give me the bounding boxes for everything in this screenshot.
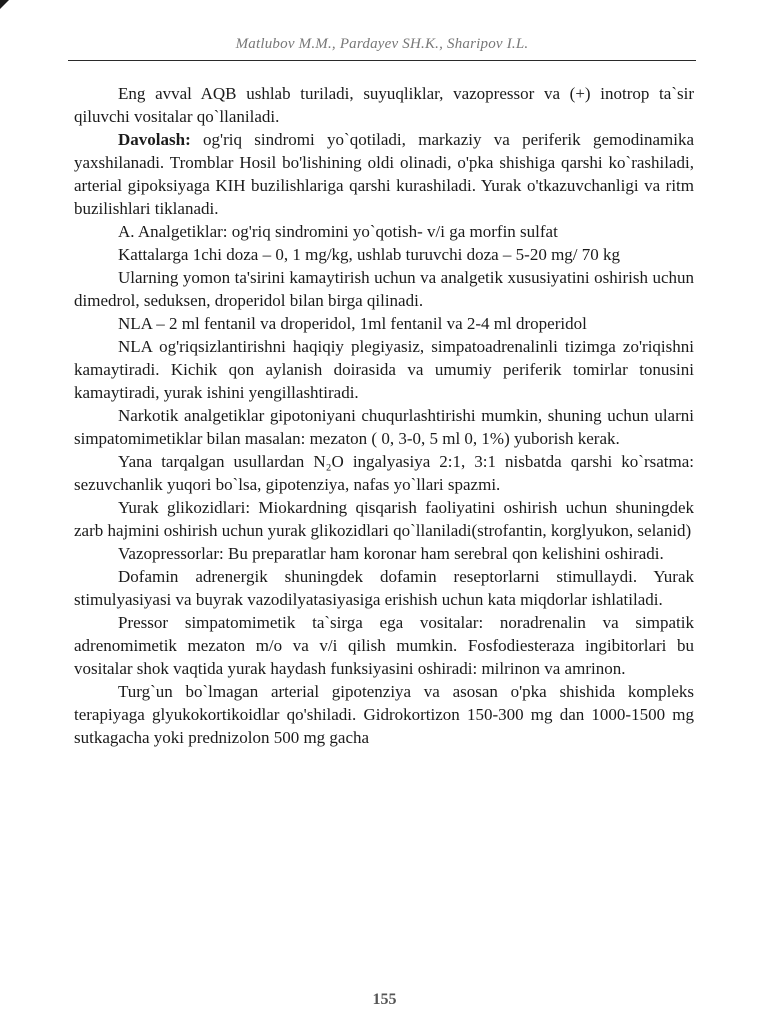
paragraph-text: Eng avval AQB ushlab turiladi, suyuqliklar, vazopressor va (+) inotrop ta`sir qiluvchi vositalar qo`llaniladi. — [74, 84, 694, 126]
paragraph-text: og'riq sindromi yo`qotiladi, markaziy va periferik gemodinamika yaxshilanadi. Tromblar Hosil bo'lishining oldi olinadi, o'pka shishiga qarshi ko`rashiladi, arterial gipoksiyaga KIH buzilishlariga qarshi kurashiladi. Yurak o'tkazuvchanligi va ritm buzilishlari tiklanadi. — [74, 130, 694, 218]
paragraph-nla-effect — [74, 335, 694, 404]
paragraph-text: Yurak glikozidlari: Miokardning qisqarish faoliyatini oshirish uchun shuningdek zarb hajmini oshirish uchun yurak glikozidlari qo`llaniladi(strofantin, korglyukon, selanid) — [74, 498, 694, 540]
paragraph-vasopressors — [74, 542, 694, 565]
paragraph-text: NLA – 2 ml fentanil va droperidol, 1ml fentanil va 2-4 ml droperidol — [118, 314, 587, 333]
header-divider — [68, 60, 696, 61]
paragraph-text: Ularning yomon ta'sirini kamaytirish uchun va analgetik xususiyatini oshirish uchun dimedrol, seduksen, droperidol bilan birga qilinadi. — [74, 268, 694, 310]
paragraph-glycosides — [74, 496, 694, 542]
paragraph-n2o — [74, 450, 694, 496]
page-number: 155 — [372, 991, 397, 1008]
paragraph-text: A. Analgetiklar: og'riq sindromini yo`qotish- v/i ga morfin sulfat — [118, 222, 558, 241]
paragraph-nla-dose — [74, 312, 694, 335]
page-body — [74, 82, 694, 749]
paragraph-text: NLA og'riqsizlantirishni haqiqiy plegiyasiz, simpatoadrenalinli tizimga zo'riqishni kamaytiradi. Kichik qon aylanish doirasida va umumiy periferik tomirlar tonusini kamaytiradi, yurak ishini yengillashtiradi. — [74, 337, 694, 402]
paragraph-dopamine — [74, 565, 694, 611]
paragraph-text: Narkotik analgetiklar gipotoniyani chuqurlashtirishi mumkin, shuning uchun ularni simpatomimetiklar bilan masalan: mezaton ( 0, 3-0, 5 ml 0, 1%) yuborish kerak. — [74, 406, 694, 448]
paragraph-side-effects — [74, 266, 694, 312]
running-header-authors: Matlubov M.M., Pardayev SH.K., Sharipov I.L. — [235, 36, 529, 52]
paragraph-glucocorticoids — [74, 680, 694, 749]
paragraph-text: Yana tarqalgan usullardan N₂O ingalyasiya 2:1, 3:1 nisbatda qarshi ko`rsatma: sezuvchanlik yuqori bo`lsa, gipotenziya, nafas yo`llari spazmi. — [74, 452, 694, 494]
paragraph-text: Pressor simpatomimetik ta`sirga ega vositalar: noradrenalin va simpatik adrenomimetik mezaton m/o va v/i qilish mumkin. Fosfodiesteraza ingibitorlari bu vositalar shok vaqtida yurak haydash funksiyasini oshiradi: milrinon va amrinon. — [74, 613, 694, 678]
paragraph-lead-davolash: Davolash: — [118, 130, 191, 149]
page-corner-mark — [0, 0, 9, 9]
paragraph-text: Turg`un bo`lmagan arterial gipotenziya va asosan o'pka shishida kompleks terapiyaga glyukokortikoidlar qo'shiladi. Gidrokortizon 150-300 mg dan 1000-1500 mg sutkagacha yoki prednizolon 500 mg gacha — [74, 682, 694, 747]
paragraph-pressor — [74, 611, 694, 680]
paragraph-davolash — [74, 128, 694, 220]
paragraph-text: Kattalarga 1chi doza – 0, 1 mg/kg, ushlab turuvchi doza – 5-20 mg/ 70 kg — [118, 245, 621, 264]
paragraph-dosage — [74, 243, 694, 266]
paragraph-text: Vazopressorlar: Bu preparatlar ham koronar ham serebral qon kelishini oshiradi. — [118, 544, 664, 563]
paragraph-analgetiklar — [74, 220, 694, 243]
paragraph-intro — [74, 82, 694, 128]
paragraph-narcotic — [74, 404, 694, 450]
paragraph-text: Dofamin adrenergik shuningdek dofamin reseptorlarni stimullaydi. Yurak stimulyasiyasi va buyrak vazodilyatasiyasiga erishish uchun kata miqdorlar ishlatiladi. — [74, 567, 694, 609]
